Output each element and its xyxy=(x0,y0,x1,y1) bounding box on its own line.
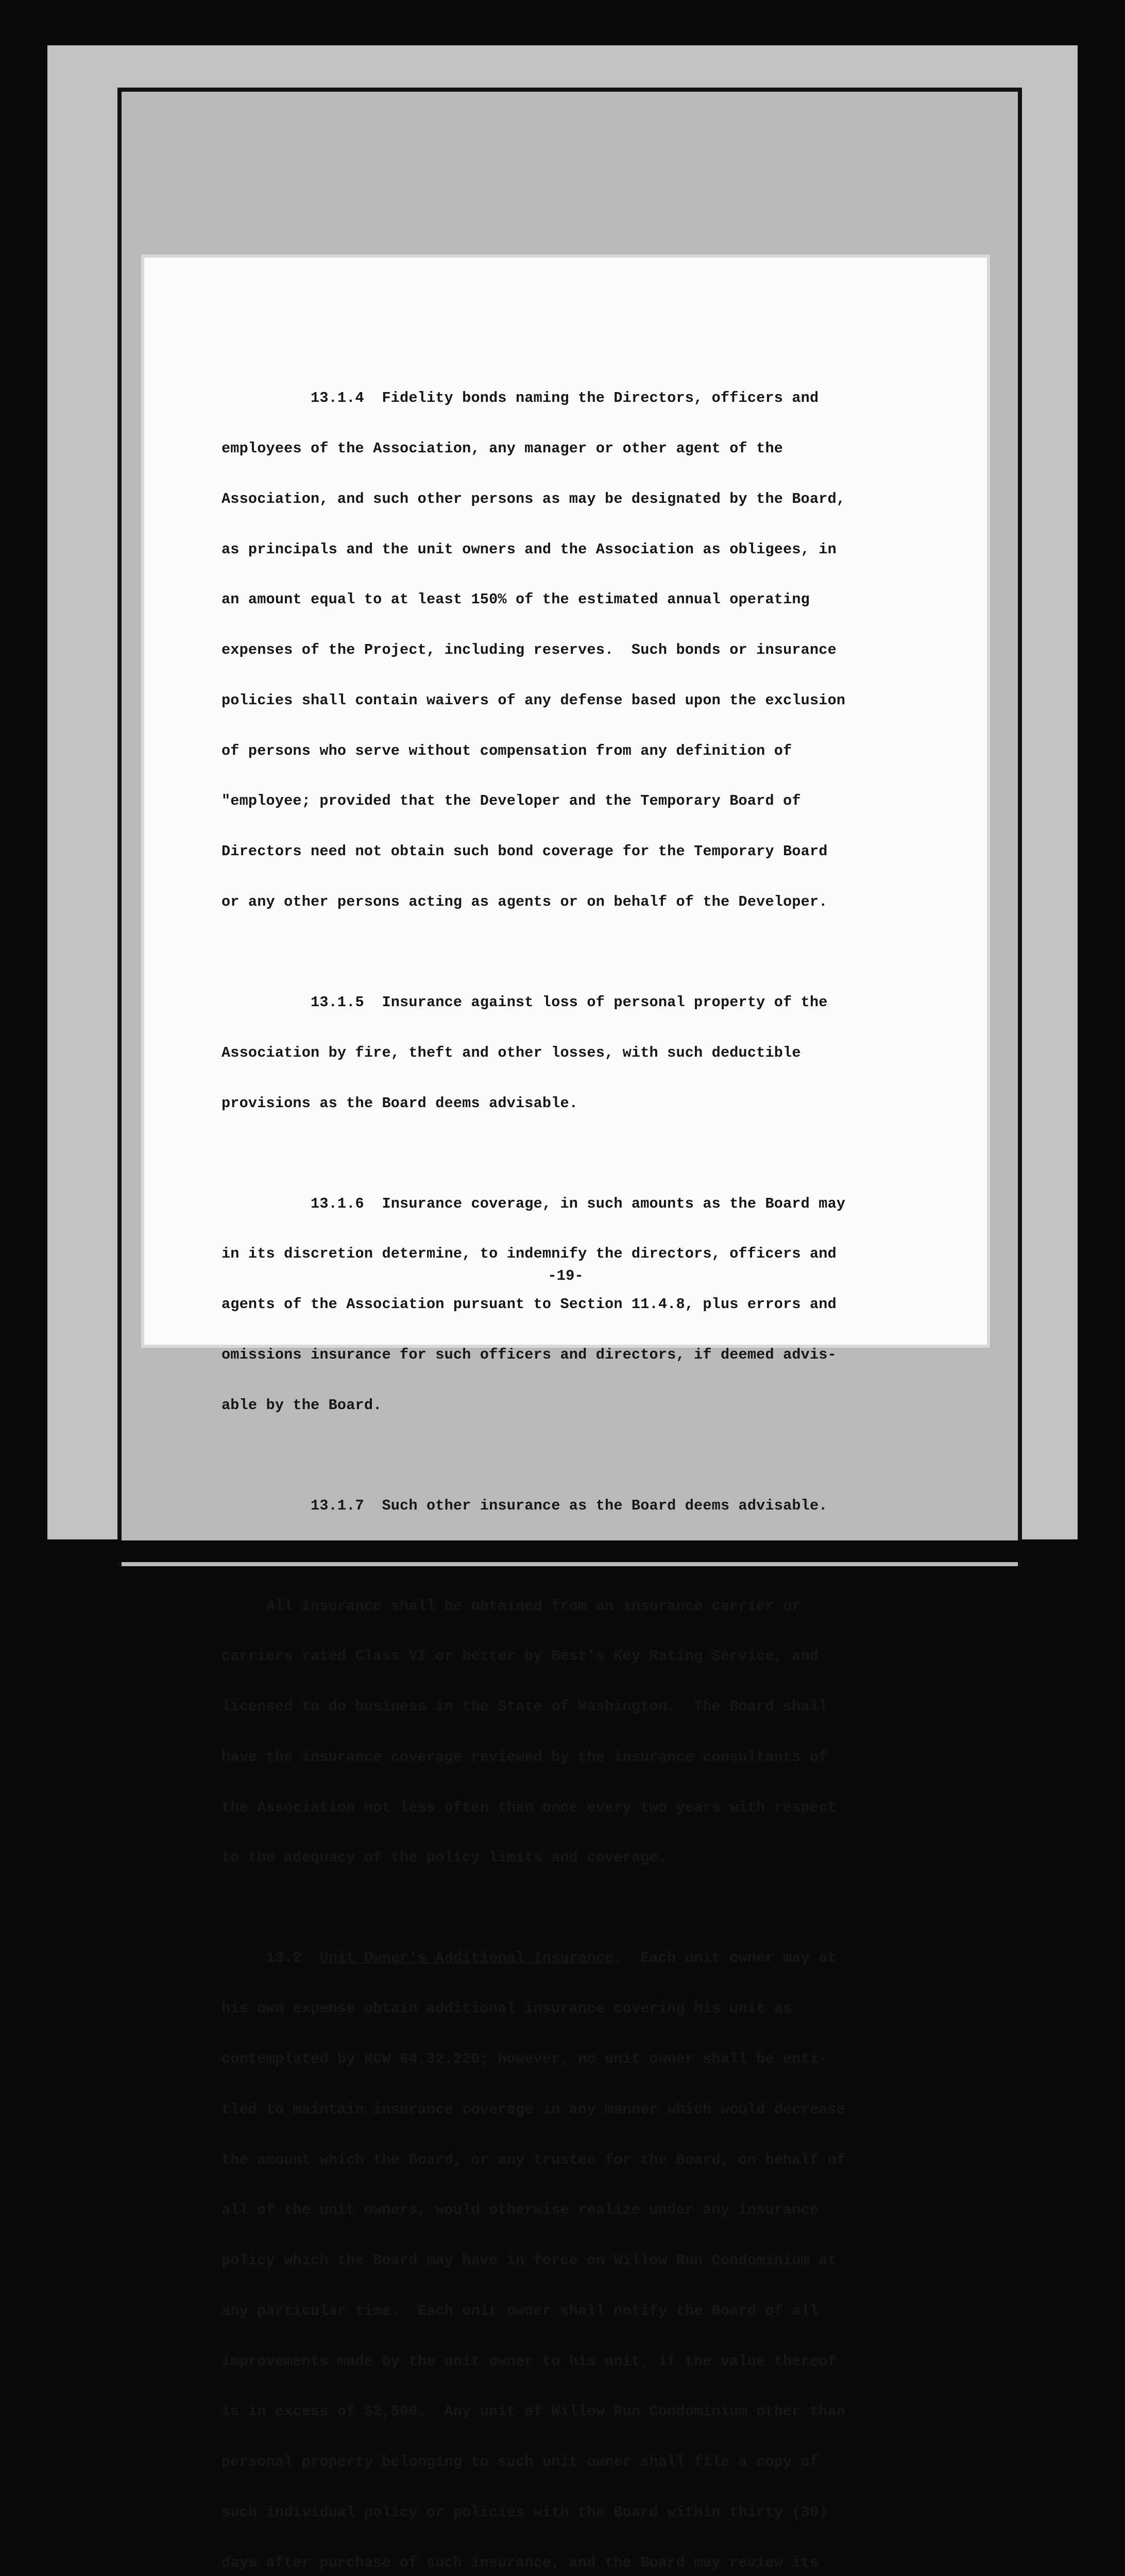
heading-continuation: . Each unit owner may at xyxy=(613,1950,837,1967)
text-line: 13.1.4 Fidelity bonds naming the Directors, officers and xyxy=(221,389,819,407)
text-line: expenses of the Project, including reserves. Such bonds or insurance xyxy=(221,641,837,659)
page-body xyxy=(221,357,953,2576)
text-line: any particular time. Each unit owner shall notify the Board of all xyxy=(221,2302,819,2319)
page-number: -19- xyxy=(548,1267,584,1284)
text-line: policies shall contain waivers of any defense based upon the exclusion xyxy=(221,691,846,709)
section-heading-line xyxy=(221,1950,953,1967)
scan-bottom-edge xyxy=(0,1540,1125,1562)
text-line: agents of the Association pursuant to Section 11.4.8, plus errors and xyxy=(221,1296,837,1313)
section-13-2 xyxy=(221,1917,953,2576)
text-line: his own expense obtain additional insurance covering his unit as xyxy=(221,2000,792,2018)
text-line: 13.1.5 Insurance against loss of personal property of the xyxy=(221,993,828,1011)
text-line: improvements made by the unit owner to his unit, if the value thereof xyxy=(221,2352,837,2370)
text-line: contemplated by RCW 64.32.220; however, no unit owner shall be enti- xyxy=(221,2050,828,2067)
text-line: such individual policy or policies with the Board within thirty (30) xyxy=(221,2504,828,2521)
text-line: Association, and such other persons as may be designated by the Board, xyxy=(221,490,846,507)
paragraph-13-1-7 xyxy=(221,1464,953,1548)
document-page xyxy=(144,258,987,2571)
text-line: All insurance shall be obtained from an insurance carrier or xyxy=(221,1597,801,1615)
text-line: omissions insurance for such officers and directors, if deemed advis- xyxy=(221,1346,837,1363)
text-line: days after purchase of such insurance, and the Board may review its xyxy=(221,2554,819,2571)
paragraph-all-insurance xyxy=(221,1564,953,1900)
text-line: an amount equal to at least 150% of the estimated annual operating xyxy=(221,591,810,608)
text-line: have the insurance coverage reviewed by the insurance consultants of xyxy=(221,1748,828,1766)
text-line: in its discretion determine, to indemnify the directors, officers and xyxy=(221,1245,837,1263)
text-line: 13.1.6 Insurance coverage, in such amounts as the Board may xyxy=(221,1195,846,1212)
text-line: all of the unit owners, would otherwise realize under any insurance xyxy=(221,2201,819,2219)
section-number: 13.2 xyxy=(221,1950,320,1967)
text-line: Association by fire, theft and other losses, with such deductible xyxy=(221,1044,801,1061)
text-line: licensed to do business in the State of Washington. The Board shall xyxy=(221,1698,828,1716)
text-line: the Association not less often than once every two years with respect xyxy=(221,1799,837,1816)
text-line: tled to maintain insurance coverage in any manner which would decrease xyxy=(221,2100,846,2118)
text-line: is in excess of $2,500. Any unit of Willow Run Condominium other than xyxy=(221,2403,846,2420)
paragraph-13-1-6 xyxy=(221,1162,953,1447)
text-line: employees of the Association, any manager or other agent of the xyxy=(221,439,783,457)
text-line: to the adequacy of the policy limits and coverage. xyxy=(221,1849,668,1867)
text-line: provisions as the Board deems advisable. xyxy=(221,1094,578,1112)
text-line: or any other persons acting as agents or on behalf of the Developer. xyxy=(221,893,828,910)
text-line: "employee; provided that the Developer and the Temporary Board of xyxy=(221,792,801,810)
text-line: policy which the Board may have in force on Willow Run Condominium at xyxy=(221,2252,837,2269)
section-heading: Unit Owner's Additional Insurance xyxy=(319,1950,614,1967)
text-line: able by the Board. xyxy=(221,1396,382,1414)
paragraph-13-1-5 xyxy=(221,961,953,1146)
text-line: Directors need not obtain such bond coverage for the Temporary Board xyxy=(221,843,828,860)
text-line: 13.1.7 Such other insurance as the Board deems advisable. xyxy=(221,1497,828,1514)
paragraph-13-1-4 xyxy=(221,357,953,944)
text-line: of persons who serve without compensation from any definition of xyxy=(221,742,792,759)
text-line: personal property belonging to such unit owner shall file a copy of xyxy=(221,2453,819,2471)
text-line: carriers rated Class VI or better by Best's Key Rating Service, and xyxy=(221,1648,819,1665)
text-line: the amount which the Board, or any trustee for the Board, on behalf of xyxy=(221,2151,846,2168)
text-line: as principals and the unit owners and the Association as obligees, in xyxy=(221,540,837,558)
